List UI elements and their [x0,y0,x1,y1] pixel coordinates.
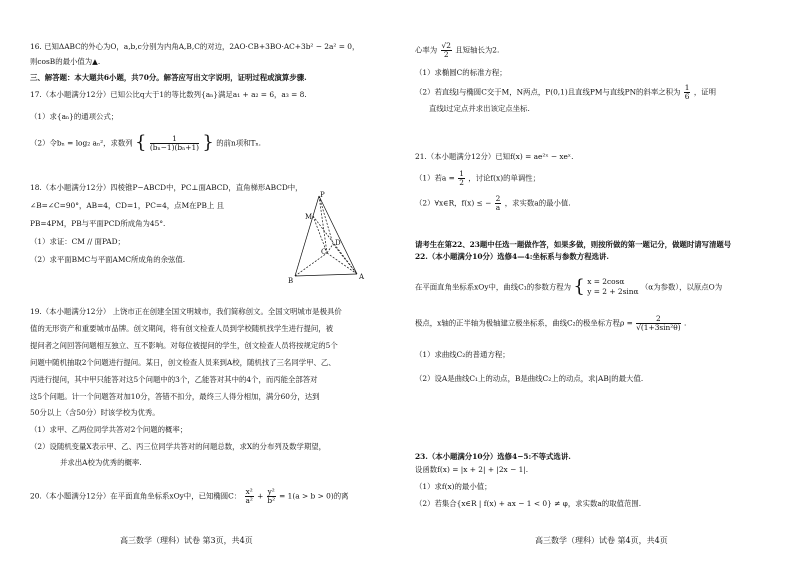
q19-line5: 丙进行提问，其中甲只能答对这5个问题中的3个，乙能答对其中的4个，而丙能全部答对 [30,375,318,384]
q21-a-den: 2 [459,177,464,187]
q20-part1: （1）求椭圆C的标准方程； [415,68,507,77]
q17-part2-b: 的前n项和Tₙ. [216,138,262,148]
q22-part2: （2）设A是曲线C₁上的动点，B是曲线C₂上的动点，求|AB|的最大值. [415,374,644,383]
q20-x-den: a² [245,495,253,505]
q22-line2-b: . [683,318,687,328]
q19-line1: 19.（本小题满分12分） 上饶市正在创建全国文明城市，我们简称创文。全国文明城市是极具价 [30,307,342,316]
footer-page-3: 高三数学（理科）试卷 第3页，共4页 [120,536,253,545]
param-eq-x: x = 2cosα [587,277,625,287]
q21-a-fraction [458,170,465,187]
q21-bound-fraction [495,195,502,212]
ecc-den: 2 [443,49,449,59]
q17-part2-a: （2）令bₙ = log₂ aₙ²，求数列 [30,138,133,148]
q17-head: 17.（本小题满分12分）已知公比q大于1的等比数列{aₙ}满足a₁ + a₂ = 6，a₃ = 8. [30,90,307,99]
q21-part1-b: ，讨论f(x)的单调性； [468,173,541,183]
q18-line3: PB=4PM，PB与平面PCD所成角为45°. [30,219,166,228]
ecc-num: √2 [441,41,451,50]
polar-den: √(1+3sin²θ) [636,322,681,332]
q20-part2 [415,84,716,101]
slope-product-fraction [684,84,691,101]
q20-part2-b: ，证明 [693,87,716,97]
q20-head-b: = 1(a > b > 0)的离 [279,491,349,501]
fig-label-m: M [305,213,313,221]
q21-head: 21.（本小题满分12分）已知f(x) = ae²ˣ − xeˣ. [415,152,574,161]
q16-line2: 则cosB的最小值为▲. [30,57,101,66]
q20-part2c: 直线l过定点并求出该定点坐标. [429,104,530,113]
q22-line1-a: 在平面直角坐标系xOy中，曲线C₁的参数方程为 [415,282,572,292]
pyramid-figure [285,190,365,285]
param-eq-y: y = 2 + 2sinα [587,287,639,297]
q21-part2-a: （2）∀x∈R，f(x) ≤ − [415,198,492,208]
q20-y-fraction [267,488,276,505]
q19-part2b: 并求出A校为优秀的概率. [60,458,142,467]
q21-a-num: 1 [459,169,464,178]
q18-part1: （1）求证：CM // 面PAD； [30,237,125,246]
q20c-b: 且短轴长为2. [455,45,500,55]
q19-line6: 这5个问题。计一个问题答对加10分，答错不扣分，最终三人得分相加，满分60分，达到 [30,392,320,401]
q20-x-fraction [245,488,254,505]
q20-part2-a: （2）若直线l与椭圆C交于M，N两点，P(0,1)且直线PM与直线PN的斜率之积为 [415,87,681,97]
slope-num: 1 [684,83,690,92]
q20-y-den: b² [267,495,276,505]
q19-line3: 提问者之间回答问题相互独立、互不影响。对每位被提问的学生，创文检查人员将按规定的5个 [30,341,338,350]
fig-label-b: B [288,277,294,285]
q22-line1 [415,276,722,299]
q17-part2 [30,132,261,155]
eccentricity-fraction [441,42,452,59]
slope-den: 6 [684,91,690,101]
system-brace: { [573,276,585,297]
choice-notice: 请考生在第22、23题中任选一题做作答，如果多做，则按所做的第一题记分，做题时请写清题号 [415,240,732,249]
q19-line7: 50分以上（含50分）时该学校为优秀。 [30,408,160,417]
param-system [587,277,638,297]
polar-num: 2 [636,315,680,324]
q23-part2: （2）若集合{x∈R | f(x) + ax − 1 < 0} ≠ φ，求实数a的取值范围. [415,499,642,508]
q21-bound-num: 2 [495,194,501,203]
q19-part1: （1）求甲、乙两位同学共答对2个问题的概率； [30,425,188,434]
q20-continued [415,42,499,59]
q17-fraction [150,135,199,152]
q20-head [30,488,349,505]
q22-line2 [415,315,686,332]
q21-bound-den: a [495,202,501,212]
q23-head: 23.（本小题满分10分）选修4−5:不等式选讲. [415,452,571,461]
fig-label-p: P [320,191,325,199]
fig-label-d: D [335,239,341,247]
fig-label-c: C [321,248,327,256]
q20c-a: 心率为 [415,45,438,55]
q16-line1: 16. 已知ΔABC的外心为O，a,b,c分别为内角A,B,C的对边，2AO·CB+3BO·AC+3b² − 2a² = 0， [30,42,360,51]
q22-part1: （1）求曲线C₂的普通方程； [415,350,510,359]
q20-plus: + [257,491,264,501]
q21-part1-a: （1）若a = [415,173,455,183]
q20-head-a: 20.（本小题满分12分）在平面直角坐标系xOy中，已知椭圆C： [30,491,242,501]
footer-page-4: 高三数学（理科）试卷 第4页，共4页 [535,536,668,545]
q22-line1-b: （α为参数），以原点O为 [640,282,723,292]
q18-line2: ∠B=∠C=90°，AB=4，CD=1，PC=4，点M在PB上 且 [30,201,225,210]
q23-line1: 设函数f(x) = |x + 2| + |2x − 1|. [415,465,529,474]
q18-part2: （2）求平面BMC与平面AMC所成角的余弦值. [30,255,186,264]
q17-frac-den: (bₙ−1)(bₙ+1) [149,142,200,152]
q20-x-num: x² [245,487,253,496]
polar-fraction [636,315,680,332]
q20-y-num: y² [267,487,275,496]
q17-part1: （1）求{aₙ}的通项公式； [30,112,119,121]
q21-part1 [415,170,540,187]
q22-head: 22.（本小题满分10分）选修4—4:坐标系与参数方程选讲. [415,252,609,261]
q23-part1: （1）求f(x)的最小值； [415,482,492,491]
q19-line2: 值的无形资产和重要城市品牌。创文期间，将有创文检查人员到学校随机找学生进行提问，被 [30,324,334,333]
set-brace-open: { [135,132,147,153]
q17-frac-num: 1 [150,135,199,144]
section3-heading: 三、解答题：本大题共6小题，共70分。解答应写出文字说明，证明过程或演算步骤. [30,73,307,82]
q21-part2 [415,195,571,212]
q18-line1: 18.（本小题满分12分）四棱锥P−ABCD中，PC⊥面ABCD，直角梯形ABCD中， [30,183,303,192]
q22-line2-a: 极点，x轴的正半轴为极轴建立极坐标系，曲线C₂的极坐标方程ρ = [415,318,633,328]
fig-label-a: A [359,273,365,281]
set-brace-close: } [202,132,214,153]
q19-part2a: （2）设随机变量X表示甲、乙、丙三位同学共答对的问题总数，求X的分布列及数学期望， [30,442,327,451]
q21-part2-b: ，求实数a的最小值. [504,198,571,208]
q19-line4: 问题中随机抽取2个问题进行提问。某日，创文检查人员来到A校，随机找了三名同学甲、乙、 [30,358,336,367]
